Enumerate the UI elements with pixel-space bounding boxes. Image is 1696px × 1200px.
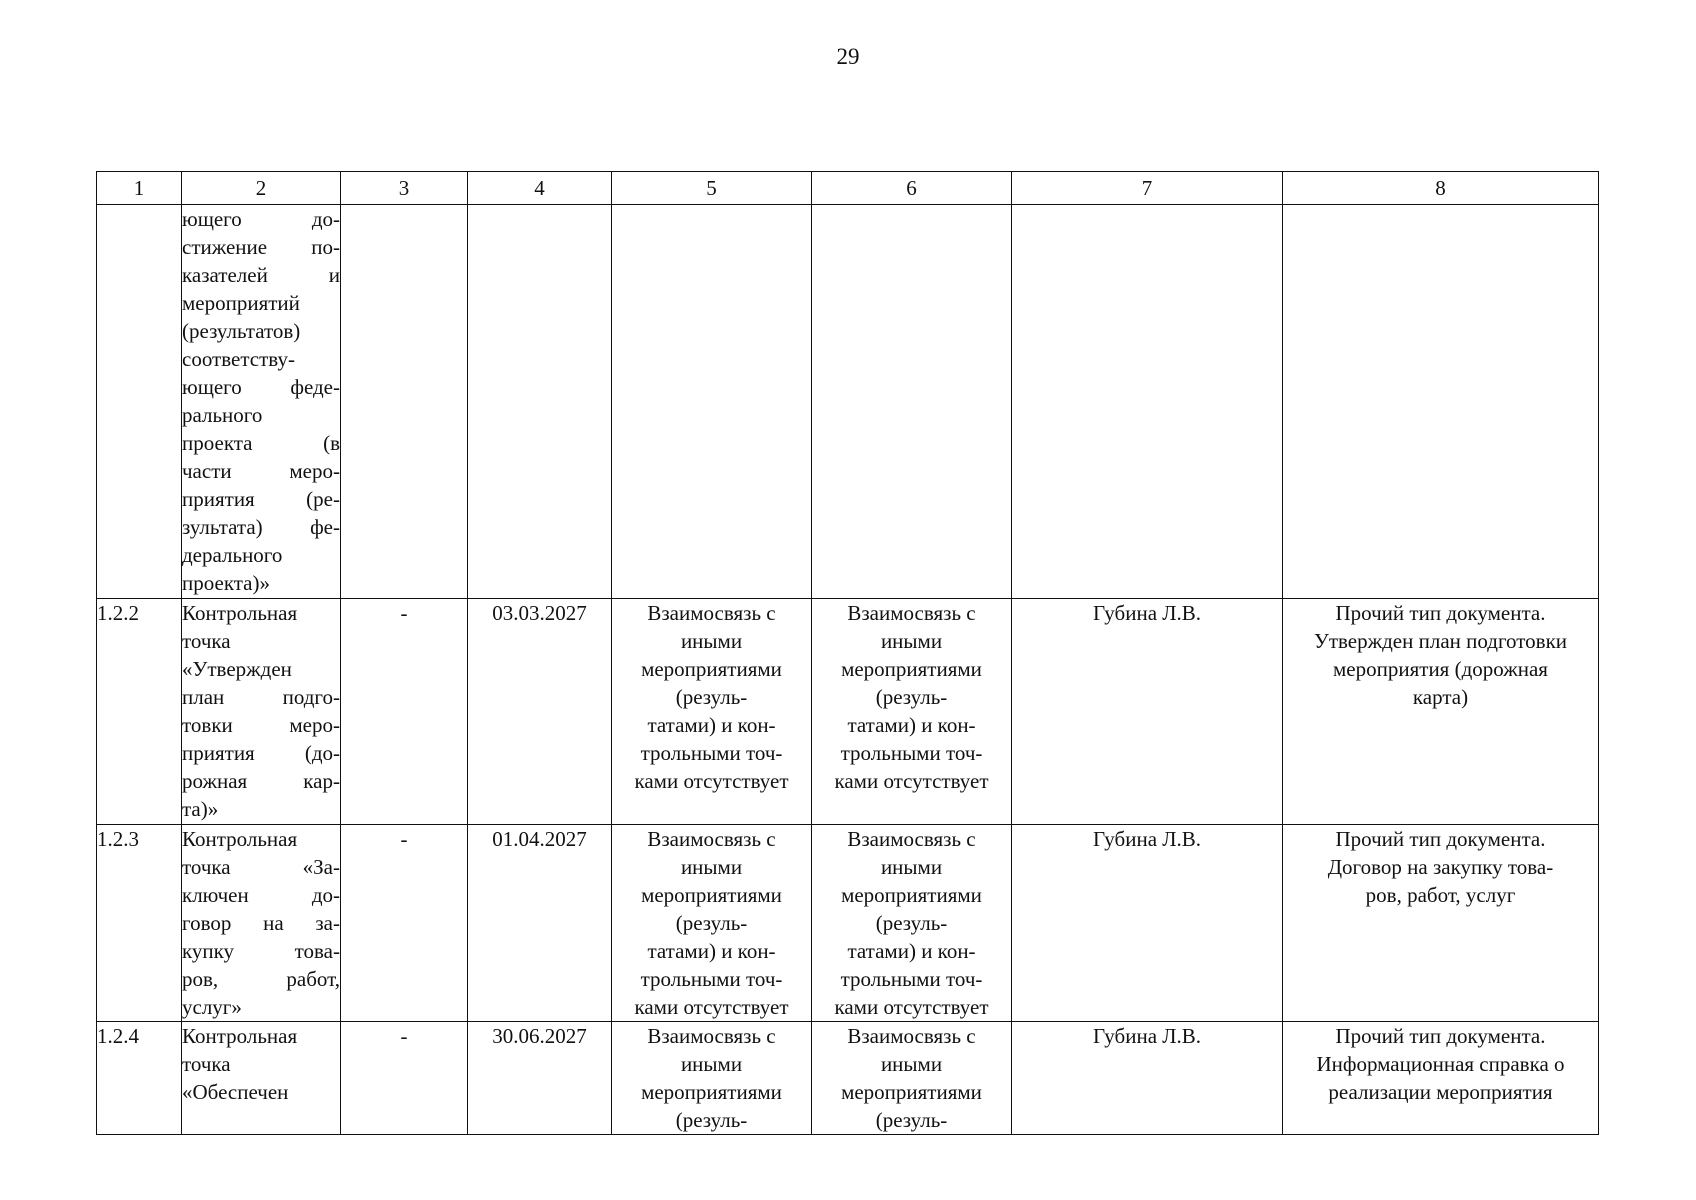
- cell-empty: [341, 205, 468, 599]
- name-lines: [182, 825, 340, 1021]
- name-line: «Утвержден: [182, 657, 292, 681]
- name-line: зультата) фе-: [182, 515, 340, 539]
- name-line: рожная кар-: [182, 769, 340, 793]
- name-line: говор на за-: [182, 911, 340, 935]
- name-line: Контрольная: [182, 601, 298, 625]
- name-line: стижение по-: [182, 235, 340, 259]
- cell-col3: -: [341, 825, 468, 1022]
- name-line: купку това-: [182, 939, 340, 963]
- name-line: ров, работ,: [182, 967, 340, 991]
- page-number: 29: [836, 44, 860, 69]
- column-header: 1: [97, 172, 182, 205]
- table-row: [97, 1022, 1599, 1135]
- cell-name: [182, 205, 341, 599]
- cell-empty: [468, 205, 612, 599]
- cell-relation-prev: Взаимосвязь с иными мероприятиями (резуль- татами) и кон- трольными точ- ками отсутствует: [612, 825, 812, 1022]
- name-line: товки меро-: [182, 713, 340, 737]
- name-line: точка: [182, 1052, 231, 1076]
- name-line: приятия (до-: [182, 741, 340, 765]
- name-line: соответству-: [182, 347, 295, 371]
- name-lines: [182, 599, 340, 823]
- cell-relation-prev: Взаимосвязь с иными мероприятиями (резуль- татами) и кон- трольными точ- ками отсутствует: [612, 599, 812, 825]
- name-line: ющего до-: [182, 207, 340, 231]
- name-line: ключен до-: [182, 883, 340, 907]
- name-line: та)»: [182, 797, 219, 821]
- name-lines: [182, 205, 340, 597]
- column-header: 2: [182, 172, 341, 205]
- cell-number: 1.2.2: [97, 599, 182, 825]
- name-line: дерального: [182, 543, 283, 567]
- cell-relation-prev: Взаимосвязь с иными мероприятиями (резуль-: [612, 1022, 812, 1135]
- name-line: рального: [182, 403, 263, 427]
- column-header: 8: [1283, 172, 1599, 205]
- cell-responsible: Губина Л.В.: [1012, 825, 1283, 1022]
- name-line: приятия (ре-: [182, 487, 340, 511]
- column-header: 3: [341, 172, 468, 205]
- cell-col3: -: [341, 599, 468, 825]
- cell-empty: [612, 205, 812, 599]
- table-row-continuation: [97, 205, 1599, 599]
- table-row: [97, 599, 1599, 825]
- name-line: услуг»: [182, 995, 242, 1019]
- cell-number: 1.2.4: [97, 1022, 182, 1135]
- name-line: точка «За-: [182, 855, 340, 879]
- cell-responsible: Губина Л.В.: [1012, 1022, 1283, 1135]
- name-line: проекта (в: [182, 431, 340, 455]
- cell-document: Прочий тип документа. Утвержден план подготовки мероприятия (дорожная карта): [1283, 599, 1599, 825]
- column-header: 5: [612, 172, 812, 205]
- table-row: [97, 825, 1599, 1022]
- name-line: (результатов): [182, 319, 301, 343]
- cell-number: [97, 205, 182, 599]
- cell-col3: -: [341, 1022, 468, 1135]
- name-line: «Обеспечен: [182, 1080, 289, 1104]
- cell-date: 03.03.2027: [468, 599, 612, 825]
- name-lines: [182, 1022, 340, 1106]
- column-header: 4: [468, 172, 612, 205]
- cell-name: [182, 599, 341, 825]
- plan-table: [96, 171, 1599, 1135]
- cell-date: 30.06.2027: [468, 1022, 612, 1135]
- name-line: ющего феде-: [182, 375, 340, 399]
- cell-empty: [1283, 205, 1599, 599]
- column-header: 7: [1012, 172, 1283, 205]
- name-line: план подго-: [182, 685, 340, 709]
- cell-document: Прочий тип документа. Договор на закупку това- ров, работ, услуг: [1283, 825, 1599, 1022]
- cell-relation-next: Взаимосвязь с иными мероприятиями (резуль- татами) и кон- трольными точ- ками отсутствует: [812, 599, 1012, 825]
- name-line: проекта)»: [182, 571, 270, 595]
- name-line: казателей и: [182, 263, 340, 287]
- name-line: Контрольная: [182, 827, 298, 851]
- name-line: части меро-: [182, 459, 340, 483]
- cell-empty: [812, 205, 1012, 599]
- cell-responsible: Губина Л.В.: [1012, 599, 1283, 825]
- cell-empty: [1012, 205, 1283, 599]
- cell-relation-next: Взаимосвязь с иными мероприятиями (резуль- татами) и кон- трольными точ- ками отсутствует: [812, 825, 1012, 1022]
- cell-relation-next: Взаимосвязь с иными мероприятиями (резуль-: [812, 1022, 1012, 1135]
- cell-number: 1.2.3: [97, 825, 182, 1022]
- name-line: точка: [182, 629, 231, 653]
- name-line: мероприятий: [182, 291, 300, 315]
- name-line: Контрольная: [182, 1024, 298, 1048]
- column-header: 6: [812, 172, 1012, 205]
- cell-document: Прочий тип документа. Информационная справка о реализации мероприятия: [1283, 1022, 1599, 1135]
- header-row: [97, 172, 1599, 205]
- cell-name: [182, 825, 341, 1022]
- cell-date: 01.04.2027: [468, 825, 612, 1022]
- cell-name: [182, 1022, 341, 1135]
